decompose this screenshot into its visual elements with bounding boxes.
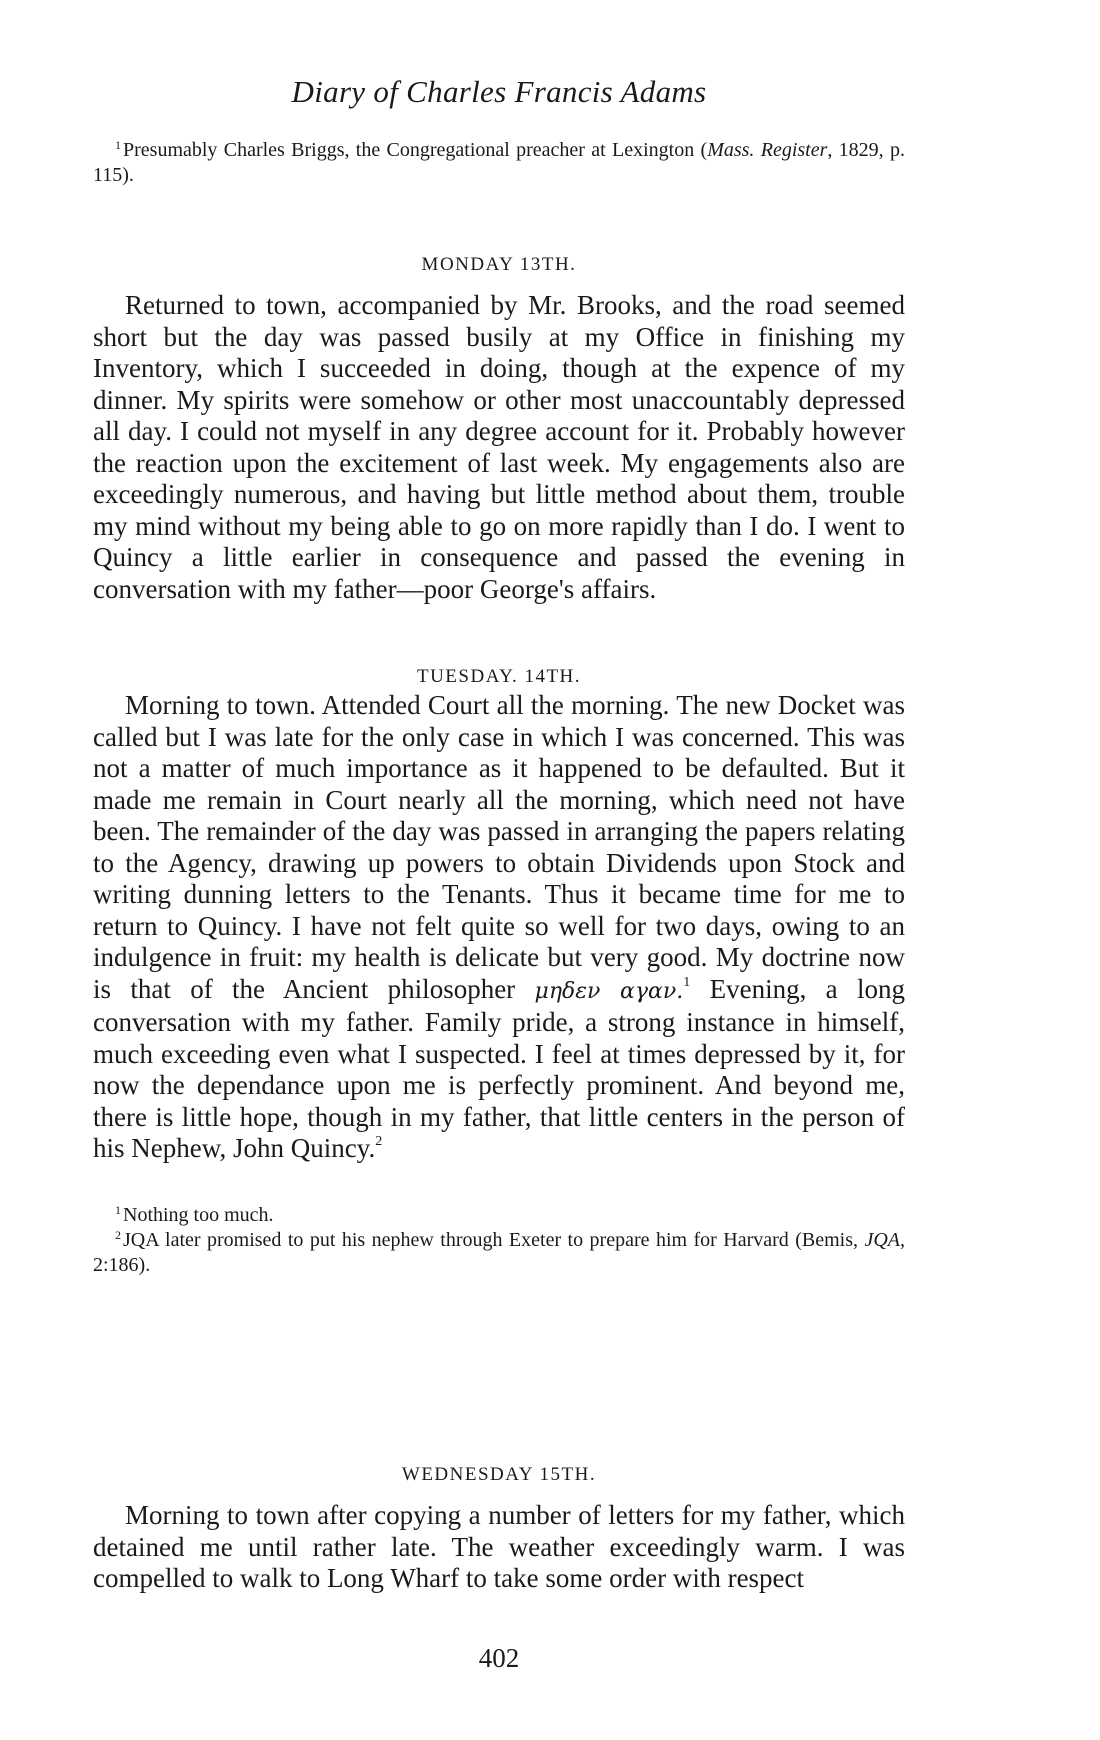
greek-phrase: μηδεν αγαν.	[534, 978, 684, 1004]
entry-heading-tuesday: TUESDAY. 14TH.	[416, 666, 582, 687]
entry-body-monday: Returned to town, accompanied by Mr. Brooks, and the road seemed short but the day was passed busily at my Office in finishing my Inventory, which I succeeded in doing, though at the expence of my dinner. My spirits were somehow or other most unaccountably depressed all day. I could not myself in any degree account for it. Probably however the reaction upon the excitement of last week. My engagements also are exceedingly numerous, and having but little method about them, trouble my mind without my being able to go on more rapidly than I do. I went to Quincy a little earlier in consequence and passed the evening in conversation with my father—poor George's affairs.	[93, 290, 905, 604]
footnotes-tuesday	[93, 1203, 905, 1278]
footnote: $^1$ Nothing too much.	[115, 1203, 274, 1226]
entry-body-tuesday: Morning to town. Attended Court all the morning. The new Docket was called but I was late for the only case in which I was concerned. This was not a matter of much importance as it happened to be defaulted. But it made me remain in Court nearly all the morning, which need not have been. The remainder of the day was passed in arranging the papers relating to the Agency, drawing up powers to obtain Dividends upon Stock and writing dunning letters to the Tenants. Thus it became time for me to return to Quincy. I have not felt quite so well for two days, owing to an indulgence in fruit: my health is delicate but very good. My doctrine now is that of the Ancient philosopher μηδεν αγαν.$^1$ Evening, a long conversation with my father. Family pride, a strong instance in himself, much exceeding even what I suspected. I feel at times depressed by it, for now the dependance upon me is perfectly prominent. And beyond me, there is little hope, though in my father, that little centers in the person of his Nephew, John Quincy.$^2$	[93, 690, 906, 1163]
footnote-ref: 1	[683, 974, 691, 990]
footnote-marker: 1	[115, 138, 121, 152]
footnote-marker: 1	[115, 1203, 121, 1217]
entry-body-wednesday: Morning to town after copying a number of letters for my father, which detained me until rather late. The weather exceedingly warm. I was compelled to walk to Long Wharf to take some order with respect	[93, 1500, 905, 1593]
footnote: $^1$ Presumably Charles Briggs, the Congregational preacher at Lexington (Mass. Register, 1829, p. 115).	[93, 138, 905, 186]
footnote-ref: 2	[375, 1134, 383, 1149]
footnote-marker: 2	[115, 1228, 121, 1242]
page-number: 402	[478, 1643, 520, 1673]
entry-heading-monday: MONDAY 13TH.	[421, 254, 577, 275]
entry-heading-wednesday: WEDNESDAY 15TH.	[401, 1464, 597, 1485]
footnote: $^2$ JQA later promised to put his nephew through Exeter to prepare him for Harvard (Bemis, JQA, 2:186).	[93, 1228, 905, 1276]
carryover-footnote	[93, 138, 905, 188]
running-head: Diary of Charles Francis Adams	[291, 74, 707, 109]
